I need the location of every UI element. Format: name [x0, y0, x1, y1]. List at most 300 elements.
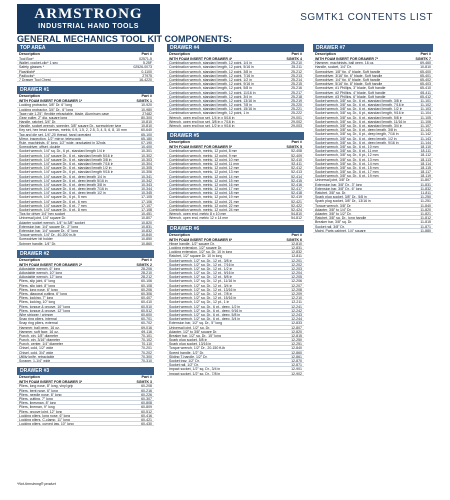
item-part-number: 11-840 — [420, 203, 431, 208]
item-part-number: 27482 — [142, 111, 152, 116]
item-description: Locking protractor, 3/8" Dr. 6" long — [19, 103, 73, 107]
item-part-number: 52-410 — [291, 157, 302, 162]
item-part-number: 52-419 — [291, 195, 302, 200]
item-part-number: 11-103 — [420, 107, 431, 112]
item-part-number: 60-600 — [141, 312, 152, 317]
item-part-number: 28-212 — [141, 275, 152, 280]
item-description: Socket wrench, 1/4" square Dr., 6 pt., 5 mm — [19, 195, 87, 199]
item-part-number: 12-242 — [291, 308, 302, 313]
item-part-number: SGMTK 2 — [136, 262, 152, 267]
item-part-number: 69-016 — [141, 325, 152, 330]
item-description: Socket wrench, 3/8" sq. Dr., 6 pt., 12 mm — [315, 153, 379, 157]
item-description: Socket wrench, 3/8" sq. Dr., 6 pt., 13 mm — [315, 157, 379, 161]
item-part-number: 11-106 — [420, 119, 431, 124]
item-part-number: 11-102 — [420, 103, 431, 108]
item-description: Socket wrench, 3/8" sq. Dr., 6 pt., 10 mm — [315, 144, 379, 149]
item-part-number: 70-300 — [141, 354, 152, 359]
item-part-number: 60-430 — [141, 422, 152, 427]
section-header: DRAWER #7 — [313, 44, 433, 52]
armstrong-logo — [17, 4, 160, 34]
item-description: Key set, hex head screws, metric, 0.9, 1.5, 2, 2.5, 3, 4, 5, 6, 8, 10 mm — [19, 128, 127, 132]
item-description: Combination wrench, standard length, 12 point, 7/16 in — [169, 73, 254, 77]
section-header: DRAWER #2 — [17, 250, 154, 258]
item-description: Pliers, slip joint, 6" long — [19, 279, 56, 283]
item-part-number: 10-832 — [141, 228, 152, 233]
item-part-number: 70-202 — [141, 350, 152, 355]
item-description: Socket wrench, 3/8" sq. Dr., 6 pt., standard length, 11/16 in — [315, 119, 407, 123]
item-description: Tool Box* — [19, 57, 34, 61]
item-description: Screwdriver, 1/8" tip, 4" blade, Soft handle — [315, 69, 381, 73]
item-description: Scraper, 1-1/4" wide — [19, 359, 51, 363]
item-part-number: 65-402 — [420, 77, 431, 82]
section-drawer-3 — [17, 367, 154, 426]
item-description: Socket wrench, 3/8" sq. Dr., 6 pt., 19 mm — [315, 174, 379, 178]
item-description: Sliding T-handle, 1/2" Dr. — [169, 354, 208, 358]
item-description: Spinner handle, 1/4" Dr. — [19, 241, 57, 245]
item-part-number: 10-810 — [141, 124, 152, 129]
item-part-number: 12-861 — [291, 354, 302, 359]
item-description: Locking extension, 1/2" sq. Dr. 10 in long — [169, 250, 233, 254]
item-description: Socket wrench, 1/2" sq. Dr., 12 pt., 3/8 in — [169, 258, 233, 262]
item-description: Socket wrench, 1/4" square Dr., 6 pt., 8 mm — [19, 208, 87, 212]
item-description: Combination wrench, metric, 12 point, 17 mm — [169, 187, 240, 191]
item-description: Locking pliers, long nose, 6" long — [19, 413, 71, 417]
item-description: Pliers, cutting, 7" long — [19, 396, 53, 401]
item-part-number: 10-840 — [141, 233, 152, 238]
item-description: Socket wrench, 1/4" square Dr., 6 pt., deep length 1/2 in — [19, 191, 106, 195]
item-part-number: 80-300 — [141, 115, 152, 120]
item-description: Rule, machinists, 6" long, 1/2" wide, graduated in 32nds — [19, 141, 106, 145]
item-part-number: 12-860 — [291, 350, 302, 355]
item-description: Ratchet, 1/2" square Dr. 10 in long — [169, 254, 223, 258]
item-part-number: 07-190 — [141, 141, 152, 145]
column-header-part: Part # — [141, 375, 152, 380]
item-part-number: 60-702 — [141, 321, 152, 326]
item-part-number: 10-820 — [141, 220, 152, 225]
item-description: Combination wrench, standard length, 12 point, 5/8 in — [169, 86, 252, 90]
item-description: Adapter socket wrench, 1/4" to 3/8" socket — [19, 220, 85, 224]
item-part-number: 12-202 — [291, 262, 302, 267]
item-part-number: 12-243 — [291, 312, 302, 317]
item-description: Socket wrench, 1/4" square Dr., 6 pt., 6 mm — [19, 199, 87, 203]
item-description: Screwdriver, #1 Phillips, 3" blade, Soft handle — [315, 86, 386, 90]
item-description: Socket wrench, 1/4" square Dr., 6 pt., standard length 1/2 in — [19, 166, 112, 170]
section-header: TOP AREA — [17, 44, 154, 52]
item-description: Combination wrench, metric, 12 point, 14 mm — [169, 174, 240, 178]
item-part-number: 25-211 — [291, 65, 302, 70]
item-description: Ratchet, 3/8" sq. Dr. — [315, 191, 347, 195]
item-description: Socket wrench, 1/2" sq. Dr., 12 pt., 9/16 in — [169, 271, 235, 275]
item-part-number: 60-306 — [141, 292, 152, 296]
item-part-number: 60-808 — [141, 401, 152, 406]
column-header-part: Part # — [141, 257, 152, 262]
item-description: Socket wrench, 3/8" sq. Dr., 6 pt., standard length, 1/2 in — [315, 107, 403, 111]
item-description: Combination wrench, standard length, 12 point, 13/16 in — [169, 98, 256, 103]
item-part-number: 12-833 — [291, 321, 302, 326]
item-part-number: 18-113 — [420, 157, 431, 162]
item-description: Socket wrench, 3/8" sq. Dr., 6 pt., standard length, 5/8 in — [315, 115, 403, 119]
item-description: Socket wrench, 1/2" sq. Dr., 12 pt., 7/16 in — [169, 262, 235, 266]
item-part-number: SGMTK 5 — [286, 145, 302, 150]
item-description: Combination wrench, metric, 12 point, 16 mm — [169, 182, 240, 187]
column-header-description: Description — [169, 140, 190, 145]
item-description: Punch, pin, 3/16" diameter — [19, 338, 61, 342]
item-description: Universal joint, 1/4" square Dr. — [19, 216, 67, 220]
item-description: Combination wrench, metric, 12 point, 19 mm — [169, 195, 240, 199]
item-description: Breaker bar, 1/2" sq. Dr., 15" long — [169, 333, 221, 338]
column-header-description: Description — [19, 94, 40, 99]
item-part-number: 70-110 — [141, 342, 152, 347]
item-description: Handle, socket, 1/4" Dr. — [315, 65, 352, 69]
item-description: Socket wrench, 1/2" sq. Dr., 12 pt., 11/16 in — [169, 279, 236, 283]
item-part-number: 60-206 — [141, 287, 152, 292]
section-top-area — [17, 44, 154, 82]
item-part-number: 25-218 — [291, 94, 302, 99]
item-description: Wrench, open end box set, 1/2 in x 9/16 in — [169, 124, 235, 128]
list-item — [17, 359, 154, 363]
item-description: Screwdriver, offset, double — [19, 145, 61, 149]
item-part-number: 18-119 — [420, 174, 431, 179]
item-part-number: 25-215 — [291, 82, 302, 87]
item-description: Extension bar, 1/4" square Dr., 2" long — [19, 224, 79, 228]
item-part-number: 10-343 — [141, 182, 152, 187]
item-part-number: 60-510 — [141, 304, 152, 309]
item-description: Handle, ratchet, 3/4" Dr. — [19, 120, 57, 124]
item-part-number: 52-418 — [291, 191, 302, 196]
item-part-number: 65-412 — [420, 94, 431, 99]
item-description: Pliers, linesman, 8" long — [19, 401, 57, 405]
item-description: Locking pliers, C-clamp, 11" long — [19, 417, 70, 422]
item-description: Socket wrench, 1/4" square Dr., 6 pt., deep length 7/16 in — [19, 187, 108, 191]
item-description: Socket wrench, 3/8" sq. Dr., 6 pt., standard length, 9/16 in — [315, 111, 405, 115]
item-description: Tape rule 1.25", flexible retractable, blade, Aluminum case — [19, 111, 109, 115]
item-part-number: 17-108 — [141, 208, 152, 212]
item-description: Hinge handle, 1/2" square Dr. — [169, 241, 215, 245]
item-part-number: 12-209 — [291, 292, 302, 296]
item-description: Torque wrench, 1/4" Dr., 40-200 in-lb — [19, 233, 76, 237]
item-part-number: 17-107 — [141, 203, 152, 208]
item-description: Socket wrench, 1/4" square Dr., 6 pt., deep length 3/8 in — [19, 182, 106, 187]
item-part-number: SGMTK 3 — [136, 380, 152, 385]
item-description: Breaker bar, 3/8" sq. Dr. — [315, 220, 353, 224]
item-part-number: 12-871 — [291, 363, 302, 368]
item-part-number: 12-210 — [291, 296, 302, 301]
item-part-number: 54-810 — [291, 212, 302, 217]
item-description: Socket wrench, 1/2" sq. Dr., 12 pt., 5/8 in — [169, 275, 233, 279]
section-drawer-1 — [17, 86, 154, 246]
item-description: Combination wrench, standard length, 12 point, 3/8 in — [169, 69, 252, 73]
item-description: Socket wrench, 1/4" square Dr., 6 pt., deep length 5/16 in — [19, 178, 108, 182]
item-description: Combination wrench, standard length, 12 point, 7/8 in — [169, 103, 252, 107]
item-description: Hammer, soft face, 16 oz. — [19, 329, 59, 333]
item-part-number: SGMTK 4 — [286, 57, 302, 61]
item-description: Combination wrench, metric, 12 point, 8 mm — [169, 149, 238, 153]
item-description: Screwdriver, 3/16" tip, 6" blade, Soft handle — [315, 73, 383, 77]
item-description: Socket wrench, 3/8" sq. Dr., 6 pt., deep length, 1/2 in — [315, 136, 397, 140]
item-part-number: 70-310 — [141, 359, 152, 363]
item-description: Socket wrench, 1/2" sq. Dr., 12 pt., 7/8 in — [169, 292, 233, 296]
item-part-number: 60-407 — [141, 296, 152, 301]
item-part-number: 10-303 — [141, 157, 152, 162]
item-description: Socket wrench, 1/4" square Dr., 6 pt., standard length 9/16 in — [19, 170, 114, 174]
item-part-number: 52-408 — [291, 149, 302, 154]
item-description: Screwdriver, #3 Phillips, 6" blade, Soft handle — [315, 94, 386, 98]
item-part-number: 10-345 — [141, 191, 152, 196]
item-part-number: 12-902 — [291, 371, 302, 376]
item-part-number: 10-304 — [141, 161, 152, 166]
item-description: Tips for driver 1/4" hex socket — [19, 212, 66, 216]
item-description: Pliers, groove joint, 12" long — [19, 409, 63, 413]
item-part-number: 12-807 — [291, 325, 302, 330]
item-part-number: 10-344 — [141, 187, 152, 192]
item-description: Mirror, inspection, 1/2" mirror, telescopic — [19, 136, 82, 140]
list-item — [17, 242, 154, 246]
item-part-number: 18-112 — [420, 153, 431, 158]
item-description: Pliers, tongue & groove, 10" long — [19, 304, 71, 308]
item-part-number: 11-251 — [420, 199, 431, 204]
item-part-number: 12-820 — [291, 329, 302, 334]
item-part-number: SGMTK 7 — [415, 57, 431, 61]
column-header-part: Part # — [291, 140, 302, 145]
item-description: Socket wrench, 1/2" sq. Dr., 12 pt., 3/4 in — [169, 283, 233, 287]
item-description: Pliers, lineman, 9" long — [19, 405, 55, 409]
item-part-number: 52-421 — [291, 199, 302, 204]
item-description: WITH FOAM INSERT FOR DRAWER 3* — [19, 380, 83, 384]
item-description: Combination wrench, standard length, 12 point, 5/16 in — [169, 65, 254, 69]
item-description: Socket wrench, 3/8" sq. Dr., 6 pt., standard length, 3/4 in — [315, 124, 403, 128]
item-description: Socket wrench, 1/2" sq. Dr., 12 pt., 1 in — [169, 300, 230, 304]
column-header-part: Part # — [420, 52, 431, 56]
item-part-number: 28-206 — [141, 266, 152, 271]
item-part-number: 60-701 — [141, 317, 152, 322]
list-item — [313, 229, 433, 233]
item-description: Wrench, open end box set, 3/8 in x 7/16 in — [169, 119, 235, 123]
item-part-number: 70-201 — [141, 346, 152, 351]
item-part-number: SGMTK 1 — [136, 99, 152, 104]
column-header-part: Part # — [141, 52, 152, 56]
item-part-number: 60-208 — [141, 384, 152, 389]
page-title: GENERAL MECHANICS TOOL KIT COMPONENTS: — [17, 34, 233, 44]
item-part-number: 11-250 — [420, 195, 431, 200]
item-description: Adapter, 1/2" to 3/8" square Dr. — [169, 329, 218, 333]
item-part-number: 60-307 — [141, 396, 152, 401]
item-part-number: 65-411 — [420, 90, 431, 95]
item-description: Socket wrench, 3/8" sq. Dr., 6 pt., standard length, 7/16 in — [315, 103, 405, 107]
item-part-number: 10-302 — [141, 153, 152, 158]
item-description: Socket wrench, 1/4" sq. Dr., 6 pt., standard length 1/4 in — [19, 149, 106, 153]
item-part-number: 12-201 — [291, 258, 302, 263]
item-description: WITH FOAM INSERT FOR DRAWER 5* — [169, 145, 233, 149]
item-description: Socket wrench, 1/4" square Dr., 6 pt., standard length 5/16 in — [19, 153, 114, 157]
item-part-number: 60-410 — [141, 300, 152, 305]
item-description: Pliers, locking, 10" long — [19, 300, 56, 304]
item-description: Pliers, diagonal cutting, 6" long — [19, 292, 67, 296]
item-part-number: 16-4220 — [139, 77, 152, 82]
item-part-number: 17-105 — [141, 195, 152, 200]
item-part-number: 52-415 — [291, 178, 302, 183]
item-description: Combination wrench, metric, 12 point, 15 mm — [169, 178, 240, 182]
item-description: Combination wrench, standard length, 12 point, 1 in — [169, 111, 249, 115]
item-description: Speed handle, 1/2" Dr. — [169, 350, 205, 354]
item-part-number: 60-809 — [141, 405, 152, 410]
item-part-number: 10-305 — [141, 166, 152, 171]
item-description: Socket wrench, 3/8" sq. Dr., 6 pt., standard length, 3/8 in — [315, 98, 403, 103]
item-part-number: 02571-5 — [139, 57, 152, 61]
item-part-number: 12-211 — [291, 300, 302, 305]
item-description: Combination wrench, metric, 12 point, 24 mm — [169, 208, 240, 212]
item-part-number: 11-141 — [420, 128, 431, 133]
item-description: Socket wrench, 1/2" sq. Dr., 6 pt., deep, 5/8 in — [169, 312, 241, 317]
section-header: DRAWER #6 — [167, 225, 304, 233]
item-description: Combination wrench, metric, 12 point, 9 mm — [169, 153, 238, 157]
section-drawer-6 — [167, 225, 304, 376]
item-description: Screwdriver, 5/16" tip, 8" blade, Soft handle — [315, 82, 383, 86]
item-description: Socket wrench, 1/2" sq. Dr., 6 pt., deep, 1/2 in — [169, 304, 241, 308]
section-drawer-2 — [17, 250, 154, 364]
column-middle — [167, 44, 304, 380]
section-drawer-5 — [167, 132, 304, 220]
column-right — [313, 44, 433, 237]
item-part-number: 25-213 — [291, 73, 302, 78]
item-part-number: 12-208 — [291, 287, 302, 292]
item-description: Spark plug socket, 13/16 in — [169, 342, 212, 346]
item-description: Socket wrench, 1/2" sq. Dr., 12 pt., 1/2 in — [169, 266, 233, 271]
logo-subtitle: INDUSTRIAL HAND TOOLS — [38, 23, 139, 30]
item-description: Utility knife, retractable — [19, 354, 55, 358]
item-description: Adjustable wrench, 12" long — [19, 275, 63, 279]
item-part-number: 52-411 — [291, 161, 302, 166]
item-description: Combination wrench, metric, 12 point, 13 mm — [169, 170, 240, 174]
item-description: Combination wrench, standard length, 12 point, 15/16 in — [169, 107, 256, 111]
item-part-number: 12-244 — [291, 317, 302, 322]
item-part-number: 11-815 — [420, 220, 431, 225]
footnote: *Not Armstrong® product — [17, 482, 57, 486]
item-part-number: 12-815 — [291, 333, 302, 338]
list-item — [167, 216, 304, 220]
item-part-number: 12-241 — [291, 304, 302, 309]
item-part-number: 60-512 — [141, 308, 152, 313]
item-part-number: 11-811 — [420, 191, 431, 195]
item-description: Punch, pin, 1/8" diameter — [19, 333, 59, 338]
item-description: Tap and die set, 1/4"-20 thread, hand operated — [19, 132, 92, 136]
item-part-number: 65-410 — [420, 86, 431, 91]
column-left — [17, 44, 154, 430]
item-description: Combination wrench, standard length, 12 point, 1/2 in — [169, 77, 252, 82]
item-description: Socket wrench, 1/4" square Dr., 6 pt., standard length 7/16 in — [19, 161, 114, 166]
item-description: Socket wrench, 1/4" square Dr., 6 pt., 7 mm — [19, 203, 87, 207]
item-description: Hammer, machinists, ball peen, 16 oz. — [315, 61, 375, 65]
item-description: Locking extension, 1/2" square Dr. — [169, 245, 223, 250]
item-part-number: 60-226 — [141, 392, 152, 397]
item-part-number: 12-250 — [291, 338, 302, 343]
item-description: Wallet, pocket-clip* 1 sec — [19, 61, 58, 65]
item-part-number: 52-416 — [291, 182, 302, 187]
item-description: Locking protractor, 3/4" Dr., 6" long — [19, 107, 74, 111]
item-description: Screwdriver, 1/4" tip, 6" blade, Soft handle — [315, 77, 381, 82]
item-description: Pliers, tongue & groove, 12" long — [19, 308, 71, 312]
item-part-number: 12-870 — [291, 359, 302, 363]
item-part-number: 25-212 — [291, 69, 302, 74]
item-part-number: 10-451 — [141, 212, 152, 217]
item-description: WITH FOAM INSERT FOR DRAWER 7* — [315, 57, 379, 61]
item-part-number: 02526-0073 — [133, 65, 152, 70]
item-description: Adapter, 3/8" to 1/4" Dr. — [315, 207, 352, 211]
item-description: WITH FOAM INSERT FOR DRAWER 4* — [169, 57, 233, 61]
item-description: Socket wrench, 1/4" square Dr., 6 pt., deep length 1/4 in — [19, 174, 106, 178]
item-part-number: 52-413 — [291, 170, 302, 175]
item-part-number: 18-115 — [420, 165, 431, 170]
item-description: Socket wrench, 1/4" square Dr., 6 pt., standard length 3/8 in — [19, 157, 112, 161]
item-part-number: 11-821 — [420, 211, 431, 216]
item-description: Wrench, open end box set, 1/4 in x 5/16 in — [169, 115, 235, 119]
item-part-number: 11-807 — [420, 178, 431, 183]
item-part-number: 10-850 — [141, 237, 152, 242]
item-part-number: 10-400 — [141, 145, 152, 150]
item-description: Socket wrench, 1/2" sq. Dr., 6 pt., deep, 3/4 in — [169, 317, 241, 321]
item-part-number: 11-143 — [420, 136, 431, 141]
item-description: Safety glasses * — [19, 65, 45, 69]
item-description: Socket wrench, 1/2" sq. Dr., 6 pt., deep, 9/16 in — [169, 308, 243, 312]
item-description: Socket wrench, 3/8" sq. Dr., 6 pt., deep length, 3/8 in — [315, 128, 397, 132]
item-part-number: 60-416 — [141, 413, 152, 418]
item-part-number: 10-341 — [141, 174, 152, 179]
item-description: Combination wrench, metric, 12 point, 10 mm — [169, 157, 240, 161]
item-part-number: 25-217 — [291, 90, 302, 95]
item-description: Combination wrench, metric, 12 point, 12 mm — [169, 166, 240, 170]
item-part-number: 12-205 — [291, 275, 302, 280]
item-part-number: 11-831 — [420, 182, 431, 187]
item-description: Combination wrench, standard length, 12 point, 3/4 in — [169, 94, 252, 98]
item-part-number: 10-306 — [141, 170, 152, 175]
item-part-number: 11-105 — [420, 115, 431, 120]
list-item — [167, 372, 304, 376]
item-part-number: 10-810 — [420, 65, 431, 70]
item-description: WITH FOAM INSERT FOR DRAWER 1* — [19, 99, 83, 103]
item-description: Extension bar, 1/2" sq. Dr., 5" long — [169, 321, 223, 325]
item-description: Extension bar, 3/8" Dr., 3" long — [315, 182, 363, 186]
column-header-part: Part # — [291, 52, 302, 56]
item-description: Gear puller, 2" dia. square long — [19, 115, 68, 120]
item-part-number: 10-860 — [141, 241, 152, 246]
item-part-number: 18-114 — [420, 161, 431, 166]
item-description: Adapter, 3/8" to 1/2" Dr. — [315, 211, 352, 216]
item-part-number: 65-401 — [420, 73, 431, 78]
list-item — [167, 124, 304, 128]
item-description: Pliers, slip joint, 8" long — [19, 283, 56, 287]
item-description: Socket wrench, 3/8" sq. Dr., 6 pt., deep length, 7/16 in — [315, 132, 399, 136]
item-description: Torque wrench, 3/8" Dr. — [315, 203, 352, 207]
item-description: Combination wrench, metric, 12 point, 11 mm — [169, 161, 240, 166]
item-part-number: 12-206 — [291, 279, 302, 284]
item-part-number: 60-640 — [141, 128, 152, 133]
section-drawer-4 — [167, 44, 304, 128]
item-part-number: 69-460 — [420, 61, 431, 66]
item-part-number: 12-204 — [291, 271, 302, 276]
item-part-number: 10-980 — [141, 107, 152, 112]
item-description: Wrench, open end, metric 12 x 14 mm — [169, 216, 229, 220]
item-part-number: 52-412 — [291, 166, 302, 171]
item-description: Hammer, ball peen, 16 oz. — [19, 325, 60, 329]
item-part-number: 25-222 — [291, 111, 302, 116]
item-description: Locking pliers, curved jaw, 10" long — [19, 422, 74, 426]
item-part-number: 12-251 — [291, 342, 302, 347]
item-part-number: 52-414 — [291, 174, 302, 179]
item-part-number: 25-216 — [291, 86, 302, 91]
item-part-number: 25-210 — [291, 61, 302, 66]
item-description: Combination wrench, metric, 12 point, 18 mm — [169, 191, 240, 195]
item-part-number: 60-512 — [141, 409, 152, 414]
item-part-number: 10-810 — [141, 120, 152, 125]
